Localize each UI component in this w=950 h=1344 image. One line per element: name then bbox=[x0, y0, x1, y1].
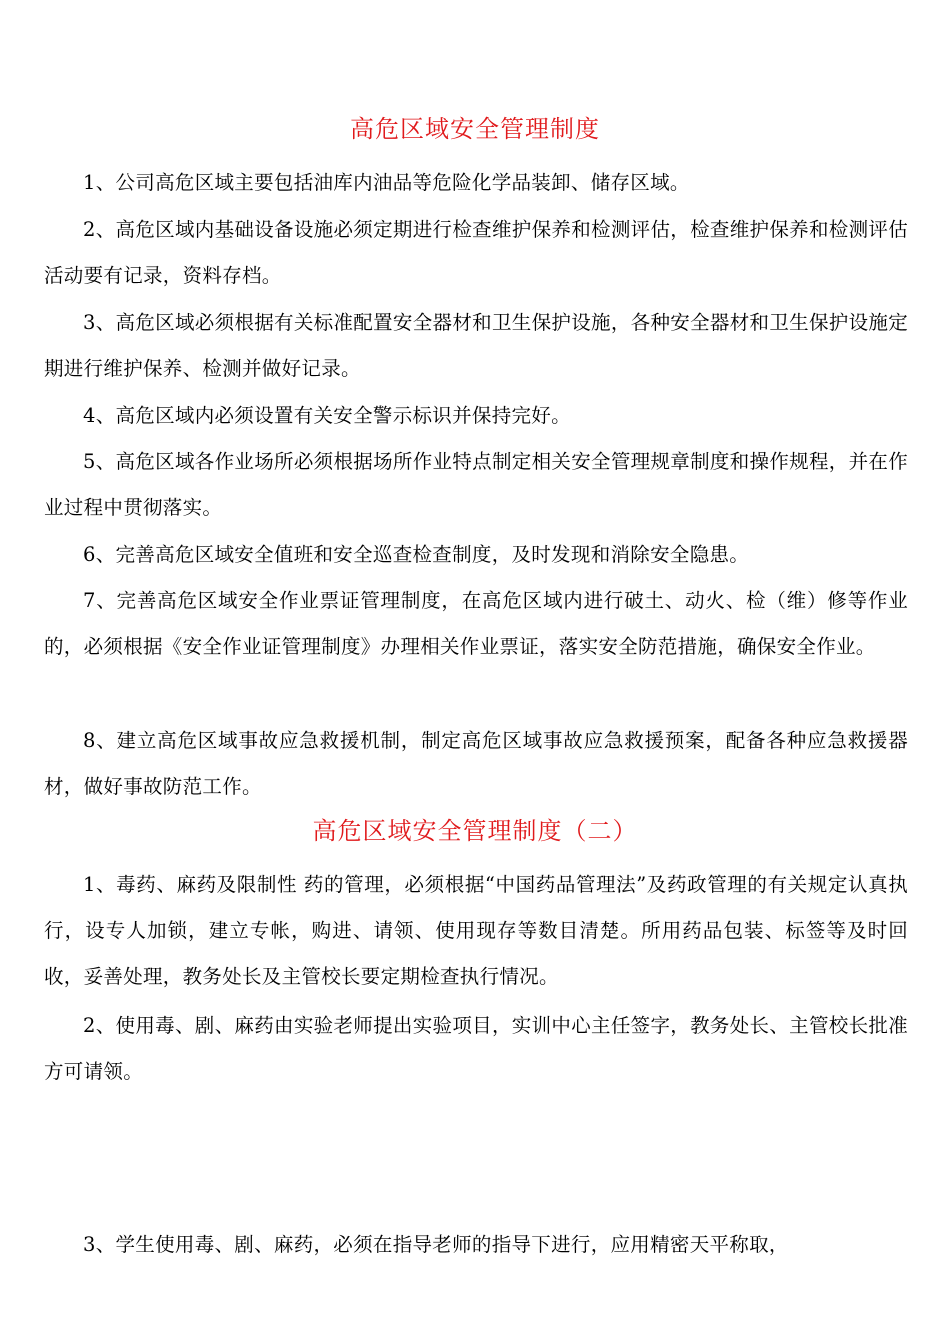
section2-item-1: 1、毒药、麻药及限制性 药的管理，必须根据“中国药品管理法”及药政管理的有关规定认真执行，设专人加锁，建立专帐，购进、请领、使用现存等数目清楚。所用药品包装、标签等及时回收，妥善处理，教务处长及主管校长要定期检查执行情况。 bbox=[44, 873, 908, 988]
section1-item-4: 4、高危区域内必须设置有关安全警示标识并保持完好。 bbox=[83, 404, 571, 427]
section2-item-3: 3、学生使用毒、剧、麻药，必须在指导老师的指导下进行，应用精密天平称取， bbox=[83, 1233, 789, 1256]
section2-title: 高危区域安全管理制度（二） bbox=[312, 817, 638, 845]
section1-title: 高危区域安全管理制度 bbox=[350, 115, 600, 143]
section1-item-6: 6、完善高危区域安全值班和安全巡查检查制度，及时发现和消除安全隐患。 bbox=[83, 543, 750, 566]
section1-item-3: 3、高危区域必须根据有关标准配置安全器材和卫生保护设施，各种安全器材和卫生保护设施定期进行维护保养、检测并做好记录。 bbox=[44, 311, 908, 380]
section1-item-7: 7、完善高危区域安全作业票证管理制度，在高危区域内进行破土、动火、检（维）修等作业的，必须根据《安全作业证管理制度》办理相关作业票证，落实安全防范措施，确保安全作业。 bbox=[44, 589, 908, 658]
section2-item-2: 2、使用毒、剧、麻药由实验老师提出实验项目，实训中心主任签字，教务处长、主管校长批准方可请领。 bbox=[44, 1014, 908, 1083]
section1-item-1: 1、公司高危区域主要包括油库内油品等危险化学品装卸、储存区域。 bbox=[83, 171, 690, 194]
section1-item-5: 5、高危区域各作业场所必须根据场所作业特点制定相关安全管理规章制度和操作规程，并在作业过程中贯彻落实。 bbox=[44, 450, 908, 519]
section1-item-2: 2、高危区域内基础设备设施必须定期进行检查维护保养和检测评估，检查维护保养和检测评估活动要有记录，资料存档。 bbox=[44, 218, 908, 287]
section1-item-8: 8、建立高危区域事故应急救援机制，制定高危区域事故应急救援预案，配备各种应急救援器材，做好事故防范工作。 bbox=[44, 729, 908, 798]
